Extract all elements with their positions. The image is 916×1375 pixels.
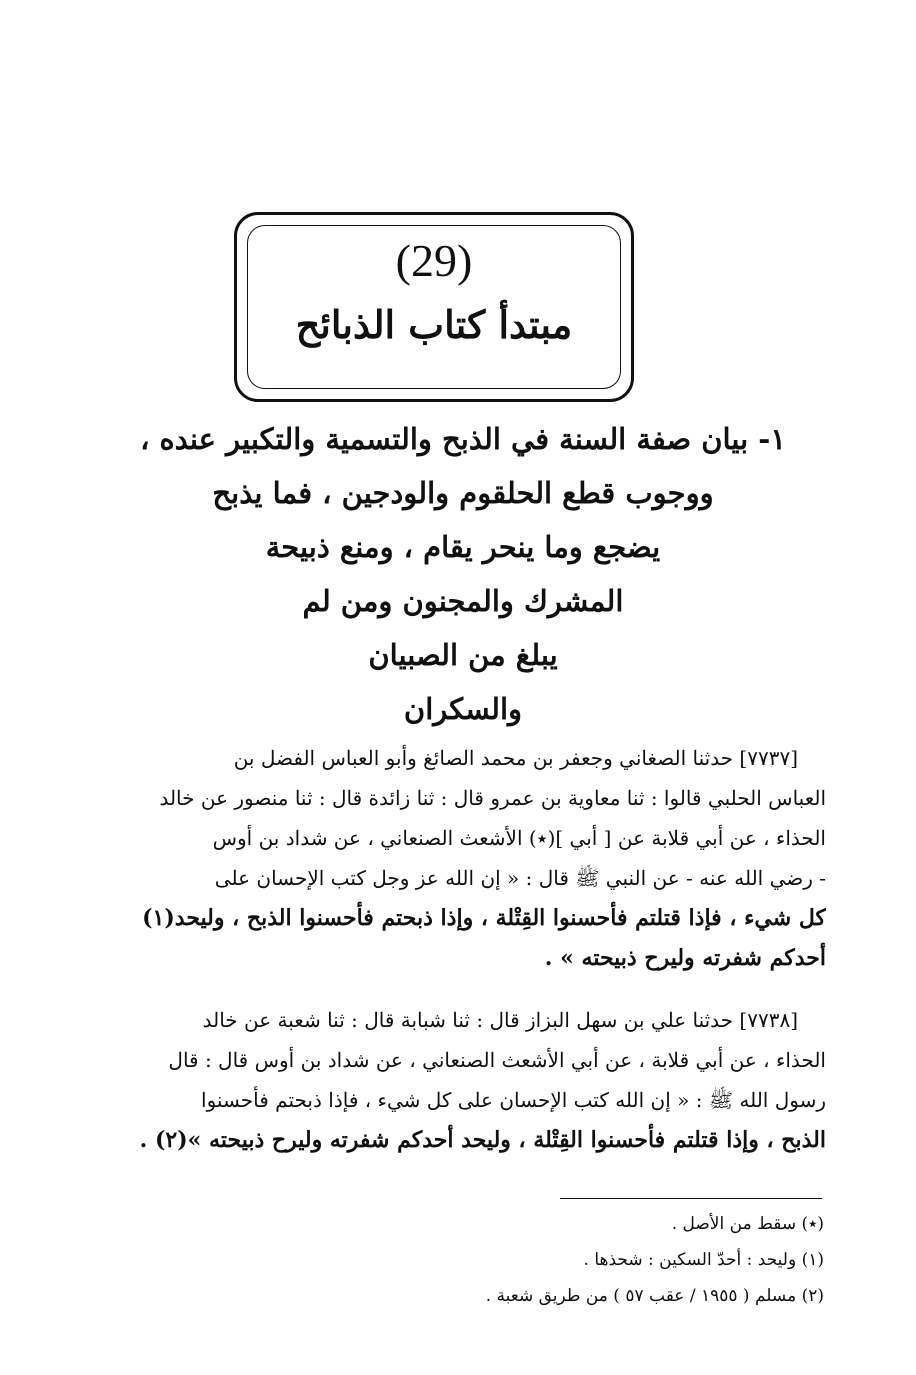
hadith-line: [٧٧٣٧] حدثنا الصغاني وجعفر بن محمد الصائغ وأبو العباس الفضل بن: [233, 746, 798, 770]
section-heading-line: والسكران: [403, 692, 523, 726]
section-heading-line: يضجع وما ينحر يقام ، ومنع ذبيحة: [265, 530, 661, 564]
hadith-line: أحدكم شفرته وليرح ذبيحته » .: [544, 945, 826, 971]
hadith-line: الحذاء ، عن أبي قلابة ، عن أبي الأشعث الصنعاني ، عن شداد بن أوس قال : قال: [168, 1048, 826, 1072]
footnote: (٭) سقط من الأصل .: [671, 1214, 824, 1234]
hadith-7737: [40, 738, 826, 978]
hadith-line: العباس الحلبي قالوا : ثنا معاوية بن عمرو قال : ثنا زائدة قال : ثنا منصور عن خالد: [159, 786, 826, 810]
hadith-7738: [40, 1000, 826, 1160]
footnote: (١) وليحد : أحدّ السكين : شحذها .: [583, 1250, 824, 1270]
hadith-line: رسول الله ﷺ : « إن الله كتب الإحسان على كل شيء ، فإذا ذبحتم فأحسنوا: [201, 1088, 826, 1112]
hadith-line: الحذاء ، عن أبي قلابة عن [ أبي ](٭) الأشعث الصنعاني ، عن شداد بن أوس: [212, 826, 826, 850]
hadith-line: الذبح ، وإذا قتلتم فأحسنوا القِتْلة ، وليحد أحدكم شفرته وليرح ذبيحته »(٢) .: [139, 1127, 826, 1153]
hadith-line: [٧٧٣٨] حدثنا علي بن سهل البزاز قال : ثنا شبابة قال : ثنا شعبة عن خالد: [202, 1008, 798, 1032]
section-heading-line: يبلغ من الصبيان: [368, 638, 558, 672]
hadith-line: كل شيء ، فإذا قتلتم فأحسنوا القِتْلة ، وإذا ذبحتم فأحسنوا الذبح ، وليحد(١): [142, 905, 826, 931]
footnote-separator: [560, 1198, 822, 1199]
section-heading: [100, 412, 826, 736]
footnote: (٢) مسلم ( ١٩٥٥ / عقب ٥٧ ) من طريق شعبة .: [485, 1286, 824, 1306]
section-heading-line: المشرك والمجنون ومن لم: [302, 584, 624, 618]
hadith-line: - رضي الله عنه - عن النبي ﷺ قال : « إن الله عز وجل كتب الإحسان على: [214, 866, 826, 890]
section-heading-line: ووجوب قطع الحلقوم والودجين ، فما يذبح: [212, 476, 714, 510]
section-heading-line: ١- بيان صفة السنة في الذبح والتسمية والتكبير عنده ،: [140, 422, 786, 456]
chapter-number: (29): [395, 235, 473, 286]
chapter-title-frame: [234, 212, 634, 402]
footnotes: [300, 1206, 824, 1314]
chapter-title: مبتدأ كتاب الذبائح: [295, 302, 573, 347]
